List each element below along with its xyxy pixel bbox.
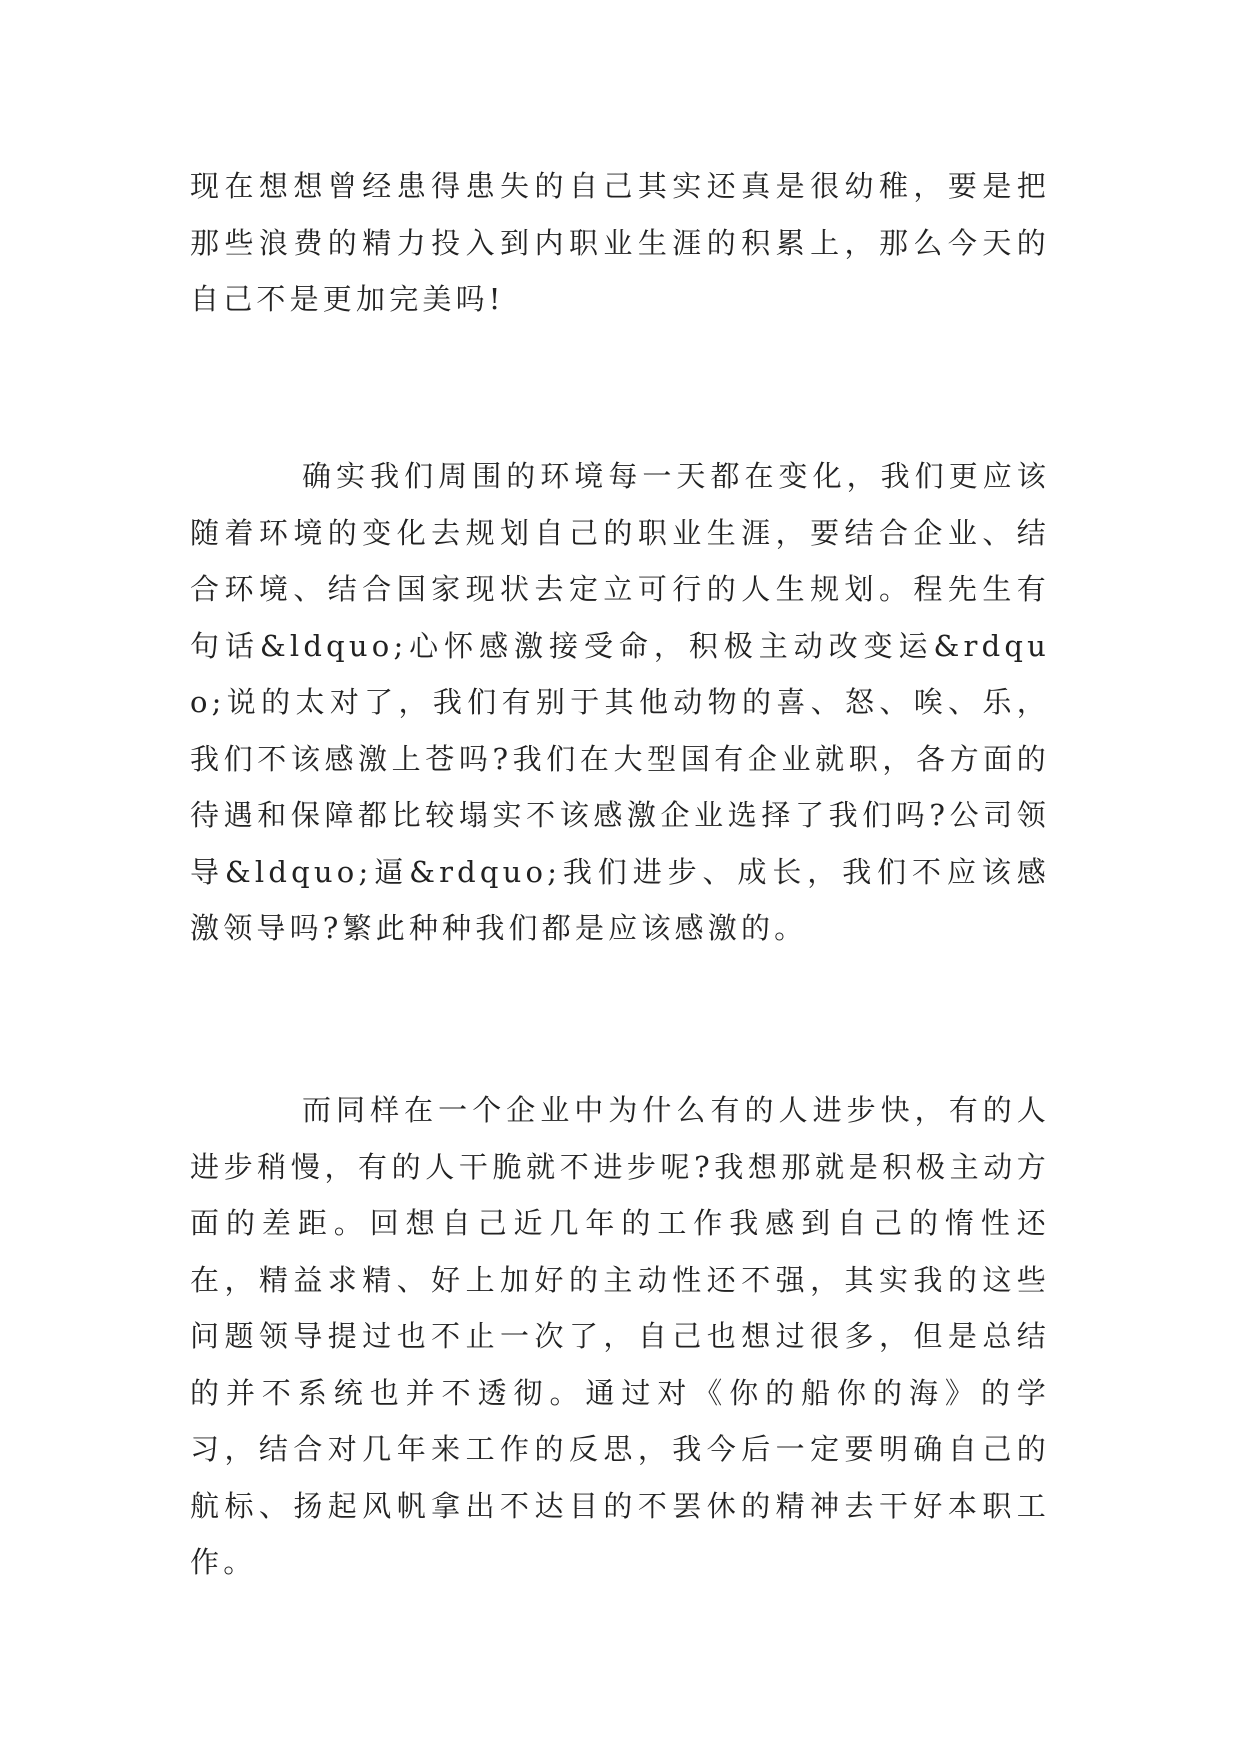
paragraph-1: 现在想想曾经患得患失的自己其实还真是很幼稚，要是把那些浪费的精力投入到内职业生涯的积累上，那么今天的自己不是更加完美吗! bbox=[190, 169, 1050, 316]
paragraph-2: 确实我们周围的环境每一天都在变化，我们更应该随着环境的变化去规划自己的职业生涯，要结合企业、结合环境、结合国家现状去定立可行的人生规划。程先生有句话&ldquo;心怀感激接受命，积极主动改变运&rdquo;说的太对了，我们有别于其他动物的喜、怒、唉、乐，我们不该感激上苍吗?我们在大型国有企业就职，各方面的待遇和保障都比较塌实不该感激企业选择了我们吗?公司领导&ldquo;逼&rdquo;我们进步、成长，我们不应该感激领导吗?繁此种种我们都是应该感激的。 bbox=[190, 459, 1050, 945]
paragraph-3: 而同样在一个企业中为什么有的人进步快，有的人进步稍慢，有的人干脆就不进步呢?我想那就是积极主动方面的差距。回想自己近几年的工作我感到自己的惰性还在，精益求精、好上加好的主动性还不强，其实我的这些问题领导提过也不止一次了，自己也想过很多，但是总结的并不系统也并不透彻。通过对《你的船你的海》的学习，结合对几年来工作的反思，我今后一定要明确自己的航标、扬起风帆拿出不达目的不罢休的精神去干好本职工作。 bbox=[190, 1093, 1050, 1579]
